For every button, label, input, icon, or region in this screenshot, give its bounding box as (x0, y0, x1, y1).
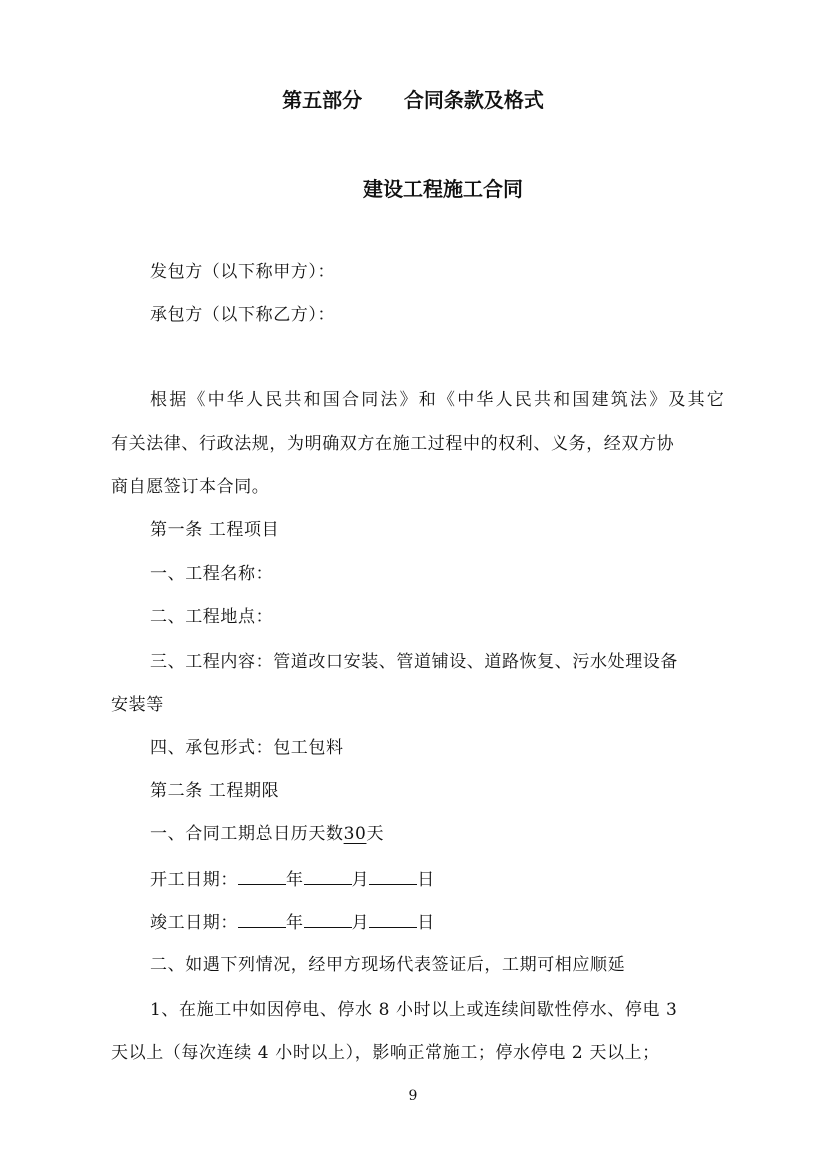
article-2-title: 第二条 工程期限 (150, 781, 280, 801)
project-content-line-2: 安装等 (111, 695, 164, 715)
page-number: 9 (408, 1088, 418, 1104)
party-b-line: 承包方（以下称乙方）： (150, 305, 336, 325)
end-day-blank (369, 909, 417, 928)
project-location-line: 二、工程地点： (150, 607, 274, 627)
start-day-blank (369, 866, 417, 885)
preamble-line-1: 根据《中华人民共和国合同法》和《中华人民共和国建筑法》及其它 (150, 390, 726, 410)
start-day-label: 日 (417, 870, 435, 890)
end-date-label: 竣工日期： (150, 913, 238, 933)
start-month-label: 月 (351, 870, 370, 890)
party-a-line: 发包方（以下称甲方）： (150, 262, 336, 282)
duration-prefix: 一、合同工期总日历天数 (150, 824, 344, 844)
project-content-line-1: 三、工程内容：管道改口安装、管道铺设、道路恢复、污水处理设备 (150, 652, 678, 672)
start-year-blank (238, 866, 286, 885)
start-year-label: 年 (286, 870, 304, 890)
duration-suffix: 天 (366, 824, 385, 844)
part-title: 第五部分 合同条款及格式 (282, 88, 544, 112)
contract-form-line: 四、承包形式：包工包料 (150, 738, 344, 758)
project-name-line: 一、工程名称： (150, 564, 274, 584)
extension-line: 二、如遇下列情况，经甲方现场代表签证后，工期可相应顺延 (150, 955, 626, 975)
preamble-line-3: 商自愿签订本合同。 (111, 477, 270, 497)
clause-1-line-2: 天以上（每次连续 4 小时以上），影响正常施工；停水停电 2 天以上； (111, 1043, 660, 1063)
end-month-label: 月 (351, 913, 370, 933)
start-date-line (150, 866, 735, 892)
end-year-label: 年 (286, 913, 304, 933)
duration-days-value: 30 (343, 824, 367, 844)
preamble-line-2: 有关法律、行政法规，为明确双方在施工过程中的权利、义务，经双方协 (111, 434, 675, 454)
article-1-title: 第一条 工程项目 (150, 520, 280, 540)
end-date-line (150, 909, 735, 935)
end-year-blank (238, 909, 286, 928)
start-date-label: 开工日期： (150, 870, 238, 890)
end-month-blank (304, 909, 352, 928)
start-month-blank (304, 866, 352, 885)
contract-title: 建设工程施工合同 (363, 177, 523, 201)
end-day-label: 日 (417, 913, 435, 933)
clause-1-line-1: 1、在施工中如因停电、停水 8 小时以上或连续间歇性停水、停电 3 (150, 1000, 678, 1020)
duration-line (150, 822, 735, 846)
